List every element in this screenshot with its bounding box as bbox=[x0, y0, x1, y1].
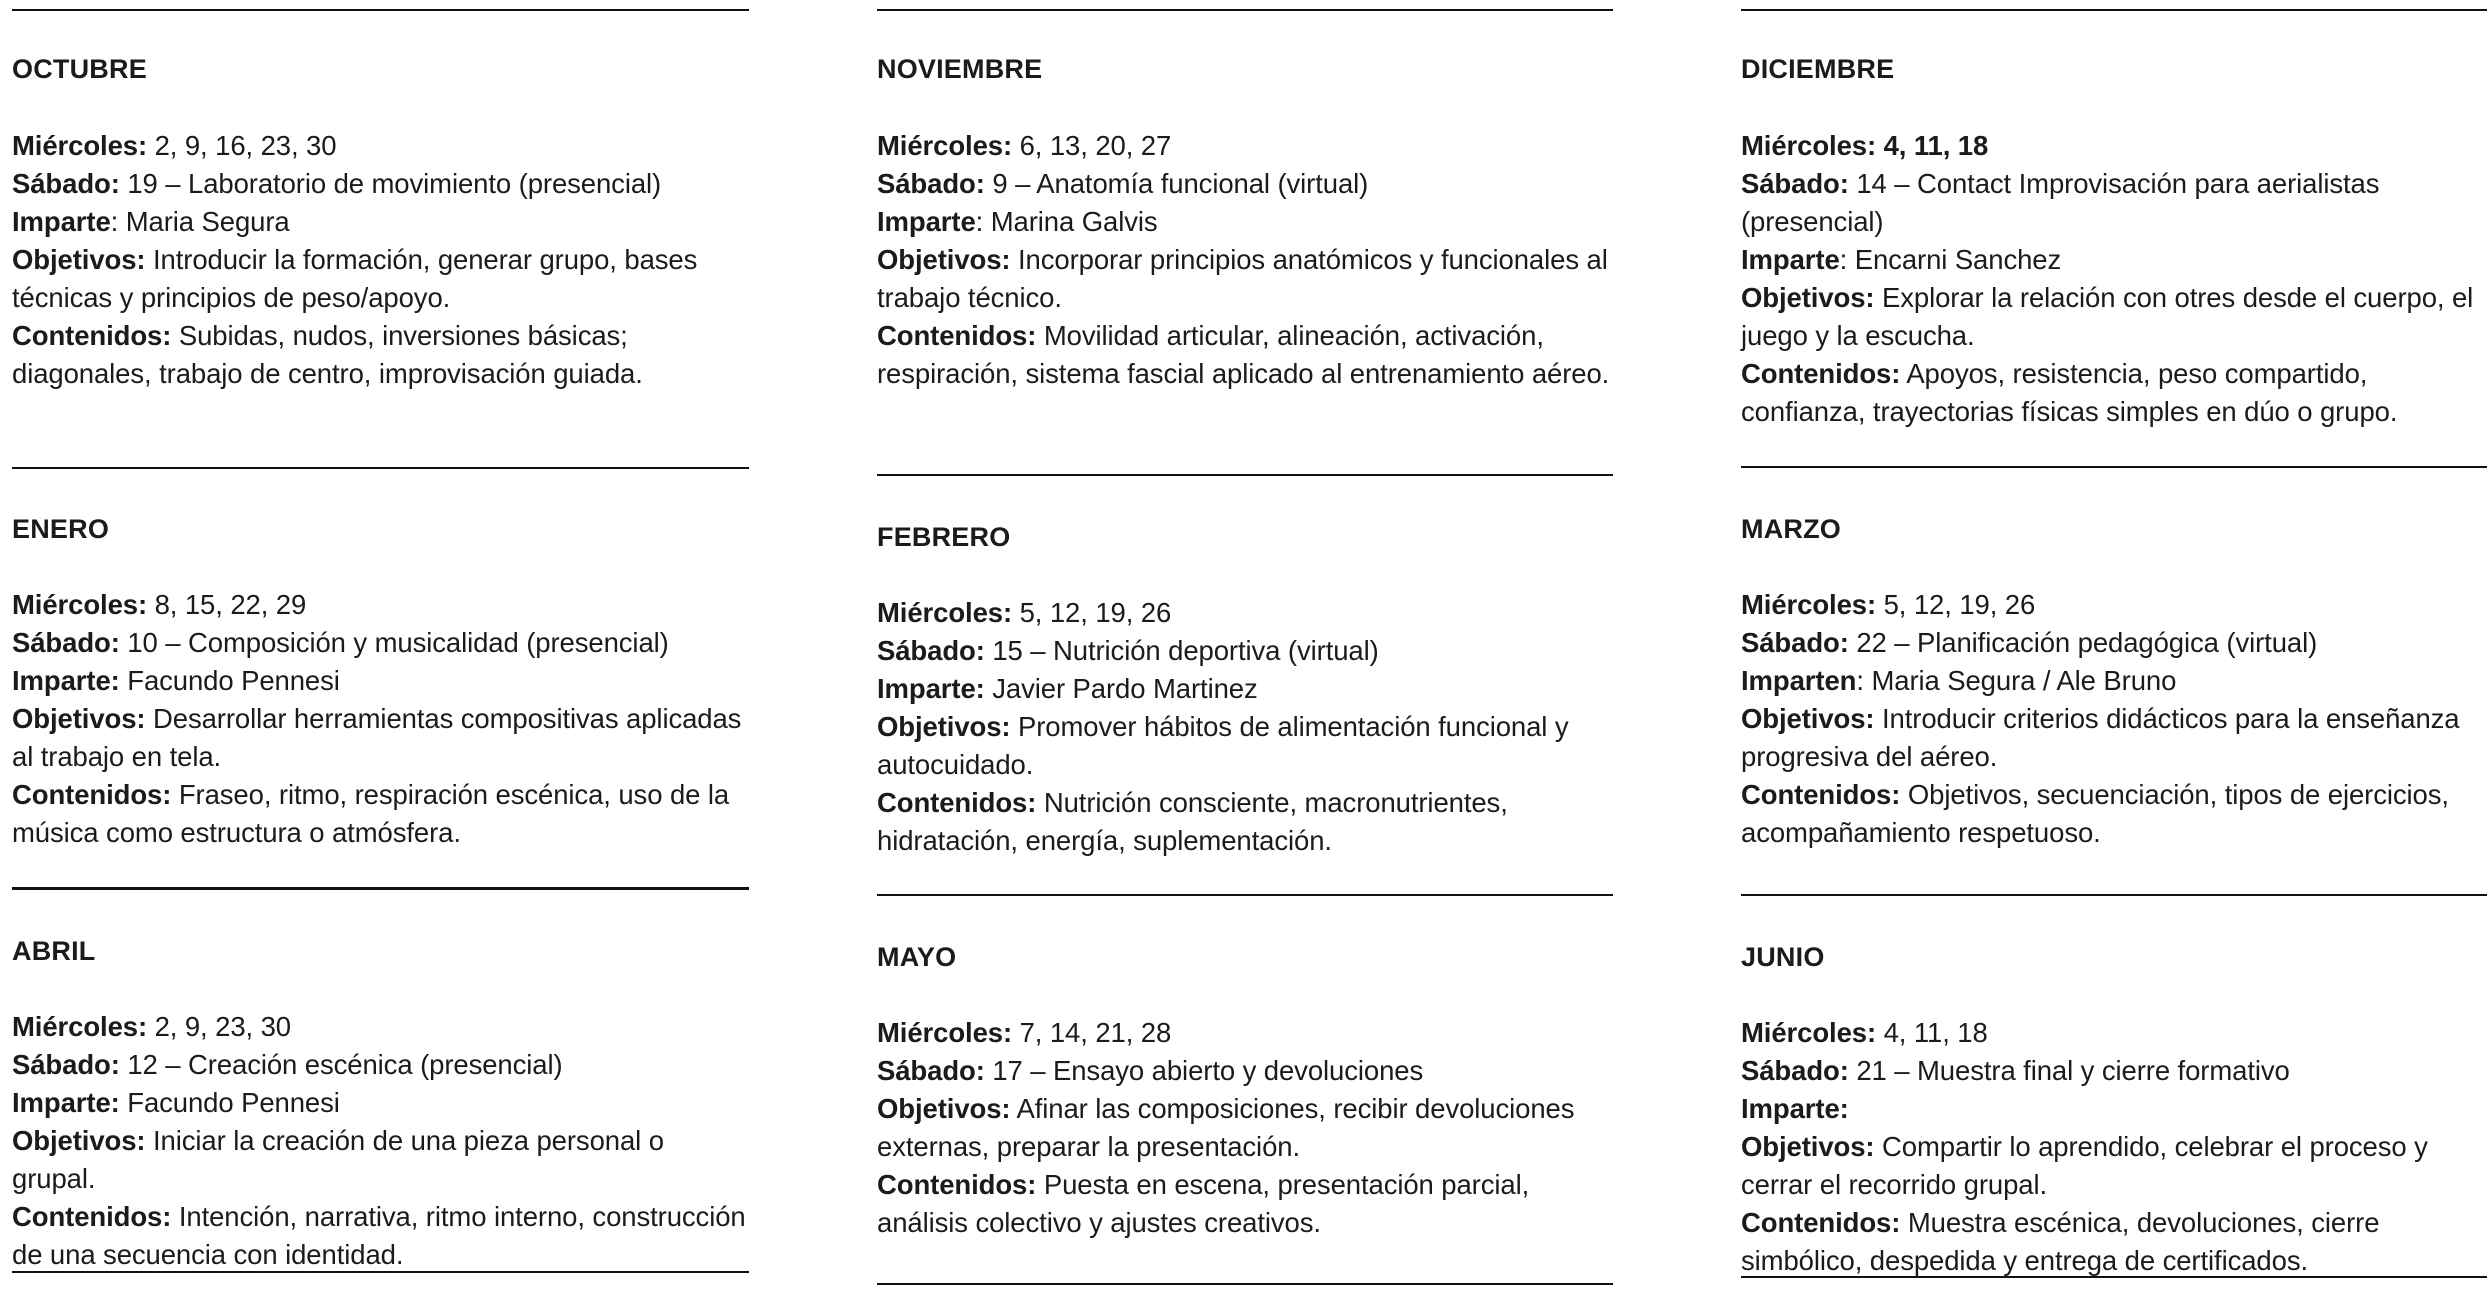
teacher-value: Encarni Sanchez bbox=[1854, 244, 2062, 275]
month-title: MARZO bbox=[1741, 514, 1841, 544]
wednesdays-line bbox=[12, 586, 749, 624]
saturday-value: 12 – Creación escénica (presencial) bbox=[119, 1049, 563, 1080]
month-details bbox=[877, 594, 1613, 860]
contents-line bbox=[877, 1166, 1613, 1242]
divider bbox=[1741, 9, 2487, 11]
month-details bbox=[877, 1014, 1613, 1242]
teacher-label: Imparte: bbox=[877, 673, 985, 704]
contents-line bbox=[1741, 355, 2487, 431]
contents-line bbox=[1741, 1204, 2487, 1280]
month-title: JUNIO bbox=[1741, 942, 1825, 972]
teacher-line bbox=[1741, 241, 2487, 279]
contents-label: Contenidos: bbox=[877, 1169, 1037, 1200]
objectives-value: Explorar la relación con otres desde el cuerpo, el juego y la escucha. bbox=[1741, 282, 2474, 351]
teacher-line bbox=[1741, 1090, 2487, 1128]
saturday-label: Sábado: bbox=[12, 1049, 120, 1080]
teacher-line bbox=[12, 662, 749, 700]
contents-line bbox=[12, 1198, 749, 1274]
month-details bbox=[1741, 586, 2487, 852]
saturday-value: 10 – Composición y musicalidad (presencial) bbox=[119, 627, 669, 658]
teacher-separator: : bbox=[1839, 244, 1855, 275]
objectives-label: Objetivos: bbox=[12, 1125, 146, 1156]
saturday-label: Sábado: bbox=[1741, 168, 1849, 199]
wednesdays-line bbox=[1741, 586, 2487, 624]
objectives-label: Objetivos: bbox=[1741, 1131, 1875, 1162]
wednesdays-label: Miércoles: bbox=[877, 130, 1013, 161]
teacher-value: Javier Pardo Martinez bbox=[992, 673, 1258, 704]
wednesdays-line bbox=[877, 127, 1613, 165]
saturday-value: 9 – Anatomía funcional (virtual) bbox=[984, 168, 1369, 199]
teacher-line bbox=[12, 1084, 749, 1122]
teacher-value: Maria Segura bbox=[125, 206, 290, 237]
teacher-separator: : bbox=[110, 206, 126, 237]
saturday-value: 21 – Muestra final y cierre formativo bbox=[1848, 1055, 2290, 1086]
saturday-label: Sábado: bbox=[877, 635, 985, 666]
saturday-line bbox=[12, 1046, 749, 1084]
saturday-label: Sábado: bbox=[12, 168, 120, 199]
saturday-line bbox=[1741, 624, 2487, 662]
saturday-value: 14 – Contact Improvisación para aerialistas (presencial) bbox=[1741, 168, 2380, 237]
month-title: FEBRERO bbox=[877, 522, 1011, 552]
month-details bbox=[1741, 127, 2487, 431]
wednesdays-value: 4, 11, 18 bbox=[1876, 1017, 1988, 1048]
contents-label: Contenidos: bbox=[1741, 1207, 1901, 1238]
wednesdays-value: 6, 13, 20, 27 bbox=[1012, 130, 1172, 161]
objectives-line bbox=[12, 1122, 749, 1198]
month-details bbox=[12, 586, 749, 852]
teacher-label: Imparte: bbox=[1741, 1093, 1849, 1124]
teacher-label: Imparte: bbox=[12, 1087, 120, 1118]
wednesdays-label: Miércoles: bbox=[1741, 130, 1877, 161]
wednesdays-line bbox=[877, 1014, 1613, 1052]
month-title: NOVIEMBRE bbox=[877, 54, 1043, 84]
objectives-label: Objetivos: bbox=[877, 244, 1011, 275]
month-title: ENERO bbox=[12, 514, 110, 544]
objectives-value: Afinar las composiciones, recibir devoluciones externas, preparar la presentación. bbox=[877, 1093, 1575, 1162]
contents-label: Contenidos: bbox=[12, 1201, 172, 1232]
wednesdays-value: 5, 12, 19, 26 bbox=[1876, 589, 2036, 620]
objectives-value: Iniciar la creación de una pieza personal o grupal. bbox=[12, 1125, 664, 1194]
objectives-label: Objetivos: bbox=[877, 1093, 1011, 1124]
saturday-line bbox=[877, 165, 1613, 203]
contents-label: Contenidos: bbox=[877, 320, 1037, 351]
objectives-label: Objetivos: bbox=[1741, 703, 1875, 734]
teacher-separator: : bbox=[975, 206, 991, 237]
objectives-value: Incorporar principios anatómicos y funcionales al trabajo técnico. bbox=[877, 244, 1608, 313]
contents-value: Muestra escénica, devoluciones, cierre simbólico, despedida y entrega de certificados. bbox=[1741, 1207, 2380, 1276]
saturday-label: Sábado: bbox=[877, 1055, 985, 1086]
objectives-line bbox=[1741, 700, 2487, 776]
wednesdays-line bbox=[1741, 127, 2487, 165]
wednesdays-value: 8, 15, 22, 29 bbox=[147, 589, 307, 620]
wednesdays-label: Miércoles: bbox=[12, 1011, 148, 1042]
saturday-line bbox=[1741, 165, 2487, 241]
objectives-label: Objetivos: bbox=[12, 703, 146, 734]
contents-label: Contenidos: bbox=[1741, 358, 1901, 389]
divider bbox=[877, 9, 1613, 11]
saturday-label: Sábado: bbox=[877, 168, 985, 199]
objectives-line bbox=[877, 241, 1613, 317]
contents-line bbox=[1741, 776, 2487, 852]
contents-label: Contenidos: bbox=[12, 320, 172, 351]
objectives-line bbox=[1741, 1128, 2487, 1204]
wednesdays-line bbox=[877, 594, 1613, 632]
wednesdays-label: Miércoles: bbox=[12, 589, 148, 620]
teacher-label: Imparte: bbox=[12, 665, 120, 696]
contents-value: Intención, narrativa, ritmo interno, construcción de una secuencia con identidad. bbox=[12, 1201, 746, 1270]
objectives-line bbox=[12, 700, 749, 776]
divider bbox=[12, 467, 749, 469]
month-title: ABRIL bbox=[12, 936, 96, 966]
contents-line bbox=[877, 784, 1613, 860]
teacher-line bbox=[877, 670, 1613, 708]
saturday-value: 19 – Laboratorio de movimiento (presencial) bbox=[119, 168, 662, 199]
objectives-label: Objetivos: bbox=[1741, 282, 1875, 313]
wednesdays-value: 2, 9, 23, 30 bbox=[147, 1011, 291, 1042]
objectives-line bbox=[877, 708, 1613, 784]
wednesdays-label: Miércoles: bbox=[877, 1017, 1013, 1048]
wednesdays-label: Miércoles: bbox=[1741, 589, 1877, 620]
divider bbox=[12, 887, 749, 890]
divider bbox=[877, 474, 1613, 476]
contents-value: Puesta en escena, presentación parcial, análisis colectivo y ajustes creativos. bbox=[877, 1169, 1530, 1238]
saturday-line bbox=[12, 165, 749, 203]
month-title: DICIEMBRE bbox=[1741, 54, 1895, 84]
saturday-value: 15 – Nutrición deportiva (virtual) bbox=[984, 635, 1379, 666]
wednesdays-line bbox=[1741, 1014, 2487, 1052]
wednesdays-label: Miércoles: bbox=[1741, 1017, 1877, 1048]
divider bbox=[1741, 466, 2487, 468]
objectives-value: Desarrollar herramientas compositivas aplicadas al trabajo en tela. bbox=[12, 703, 742, 772]
wednesdays-label: Miércoles: bbox=[12, 130, 148, 161]
teacher-label: Imparten bbox=[1741, 665, 1857, 696]
objectives-value: Compartir lo aprendido, celebrar el proceso y cerrar el recorrido grupal. bbox=[1741, 1131, 2428, 1200]
saturday-line bbox=[877, 632, 1613, 670]
saturday-value: 17 – Ensayo abierto y devoluciones bbox=[984, 1055, 1424, 1086]
saturday-value: 22 – Planificación pedagógica (virtual) bbox=[1848, 627, 2318, 658]
divider bbox=[12, 9, 749, 11]
contents-label: Contenidos: bbox=[12, 779, 172, 810]
teacher-value: Marina Galvis bbox=[990, 206, 1158, 237]
objectives-value: Introducir la formación, generar grupo, bases técnicas y principios de peso/apoyo. bbox=[12, 244, 698, 313]
month-details bbox=[12, 127, 749, 393]
month-title: OCTUBRE bbox=[12, 54, 147, 84]
teacher-value: Facundo Pennesi bbox=[127, 665, 340, 696]
contents-value: Objetivos, secuenciación, tipos de ejercicios, acompañamiento respetuoso. bbox=[1741, 779, 2449, 848]
month-details bbox=[1741, 1014, 2487, 1280]
saturday-label: Sábado: bbox=[1741, 1055, 1849, 1086]
contents-label: Contenidos: bbox=[877, 787, 1037, 818]
wednesdays-line bbox=[12, 1008, 749, 1046]
teacher-line bbox=[877, 203, 1613, 241]
divider bbox=[877, 1283, 1613, 1285]
wednesdays-value: 5, 12, 19, 26 bbox=[1012, 597, 1172, 628]
wednesdays-value: 2, 9, 16, 23, 30 bbox=[147, 130, 337, 161]
objectives-line bbox=[877, 1090, 1613, 1166]
teacher-value: Facundo Pennesi bbox=[127, 1087, 340, 1118]
month-title: MAYO bbox=[877, 942, 957, 972]
contents-value: Movilidad articular, alineación, activación, respiración, sistema fascial aplicado al entrenamiento aéreo. bbox=[877, 320, 1610, 389]
wednesdays-value: 7, 14, 21, 28 bbox=[1012, 1017, 1172, 1048]
contents-label: Contenidos: bbox=[1741, 779, 1901, 810]
divider bbox=[12, 1271, 749, 1273]
teacher-line bbox=[12, 203, 749, 241]
objectives-line bbox=[12, 241, 749, 317]
saturday-label: Sábado: bbox=[12, 627, 120, 658]
saturday-line bbox=[12, 624, 749, 662]
contents-value: Subidas, nudos, inversiones básicas; diagonales, trabajo de centro, improvisación guiada. bbox=[12, 320, 643, 389]
objectives-value: Promover hábitos de alimentación funcional y autocuidado. bbox=[877, 711, 1569, 780]
teacher-line bbox=[1741, 662, 2487, 700]
teacher-label: Imparte bbox=[12, 206, 111, 237]
teacher-value: Maria Segura / Ale Bruno bbox=[1871, 665, 2177, 696]
objectives-value: Introducir criterios didácticos para la enseñanza progresiva del aéreo. bbox=[1741, 703, 2460, 772]
contents-value: Nutrición consciente, macronutrientes, hidratación, energía, suplementación. bbox=[877, 787, 1508, 856]
wednesdays-label: Miércoles: bbox=[877, 597, 1013, 628]
month-details bbox=[12, 1008, 749, 1274]
contents-line bbox=[877, 317, 1613, 393]
saturday-line bbox=[877, 1052, 1613, 1090]
teacher-label: Imparte bbox=[1741, 244, 1840, 275]
divider bbox=[1741, 894, 2487, 896]
month-details bbox=[877, 127, 1613, 393]
objectives-label: Objetivos: bbox=[12, 244, 146, 275]
wednesdays-value: 4, 11, 18 bbox=[1876, 130, 1989, 161]
wednesdays-line bbox=[12, 127, 749, 165]
divider bbox=[1741, 1276, 2487, 1278]
objectives-line bbox=[1741, 279, 2487, 355]
contents-value: Fraseo, ritmo, respiración escénica, uso de la música como estructura o atmósfera. bbox=[12, 779, 730, 848]
teacher-separator: : bbox=[1856, 665, 1872, 696]
contents-line bbox=[12, 776, 749, 852]
contents-line bbox=[12, 317, 749, 393]
teacher-label: Imparte bbox=[877, 206, 976, 237]
divider bbox=[877, 894, 1613, 896]
saturday-line bbox=[1741, 1052, 2487, 1090]
saturday-label: Sábado: bbox=[1741, 627, 1849, 658]
objectives-label: Objetivos: bbox=[877, 711, 1011, 742]
contents-value: Apoyos, resistencia, peso compartido, confianza, trayectorias físicas simples en dúo o grupo. bbox=[1741, 358, 2398, 427]
